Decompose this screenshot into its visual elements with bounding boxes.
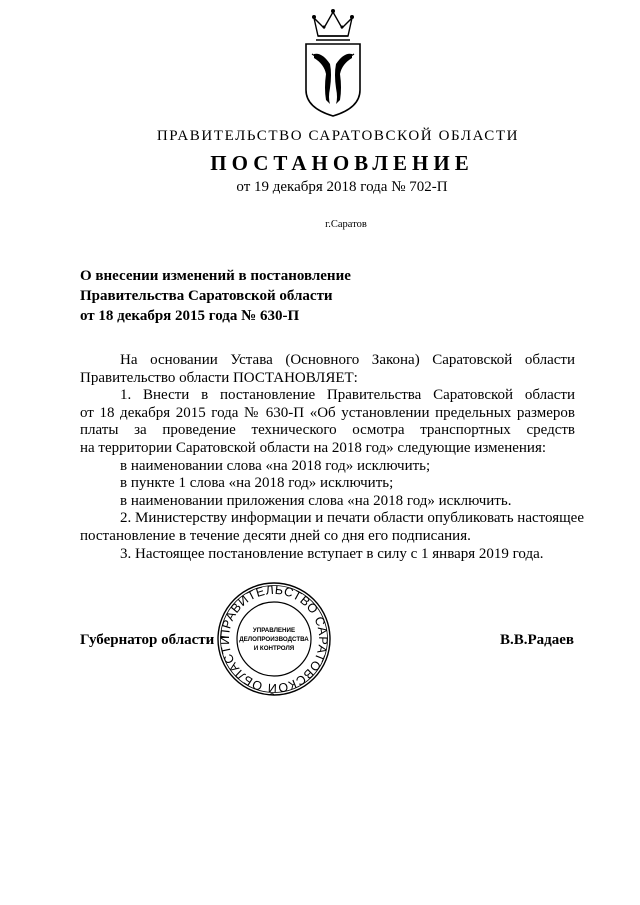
stamp-inner-line: И КОНТРОЛЯ	[253, 645, 295, 652]
body-line: от 18 декабря 2015 года № 630-П «Об установлении предельных размеров	[80, 404, 575, 421]
signatory-name: В.В.Радаев	[499, 632, 574, 648]
stamp-inner-line: УПРАВЛЕНИЕ	[252, 627, 296, 634]
subject-line: от 18 декабря 2015 года № 630-П	[80, 308, 300, 324]
government-title: ПРАВИТЕЛЬСТВО САРАТОВСКОЙ ОБЛАСТИ	[156, 128, 520, 144]
decree-date-number: от 19 декабря 2018 года № 702-П	[236, 179, 448, 195]
body-line: в пункте 1 слова «на 2018 год» исключить;	[120, 475, 394, 492]
body-line: платы за проведение технического осмотра транспортных средств	[80, 422, 575, 439]
body-line: На основании Устава (Основного Закона) Саратовской области	[120, 352, 575, 368]
body-line: на территории Саратовской области на 2018 год» следующие изменения:	[80, 439, 547, 456]
issue-city: г.Саратов	[325, 219, 367, 230]
body-line: 3. Настоящее постановление вступает в силу с 1 января 2019 года.	[120, 545, 544, 562]
subject-line: О внесении изменений в постановление	[80, 268, 351, 284]
decree-body	[80, 352, 584, 563]
decree-subject	[80, 266, 351, 326]
body-line: Правительство области ПОСТАНОВЛЯЕТ:	[80, 369, 358, 386]
body-line: в наименовании приложения слова «на 2018 год» исключить.	[120, 492, 512, 509]
body-line: в наименовании слова «на 2018 год» исключить;	[120, 457, 431, 474]
official-stamp	[215, 580, 333, 698]
saratov-coat-of-arms-icon	[292, 8, 374, 120]
stamp-inner-line: ДЕЛОПРОИЗВОДСТВА	[239, 636, 309, 643]
body-line: 2. Министерству информации и печати области опубликовать настоящее	[120, 510, 584, 527]
body-line: постановление в течение десяти дней со дня его подписания.	[80, 527, 471, 544]
body-line: 1. Внести в постановление Правительства Саратовской области	[120, 387, 575, 404]
stamp-ring-text: ПРАВИТЕЛЬСТВО САРАТОВСКОЙ ОБЛАСТИ	[217, 582, 331, 696]
subject-line: Правительства Саратовской области	[80, 288, 333, 304]
decree-title: ПОСТАНОВЛЕНИЕ	[210, 151, 474, 175]
signatory-position: Губернатор области	[80, 632, 215, 648]
